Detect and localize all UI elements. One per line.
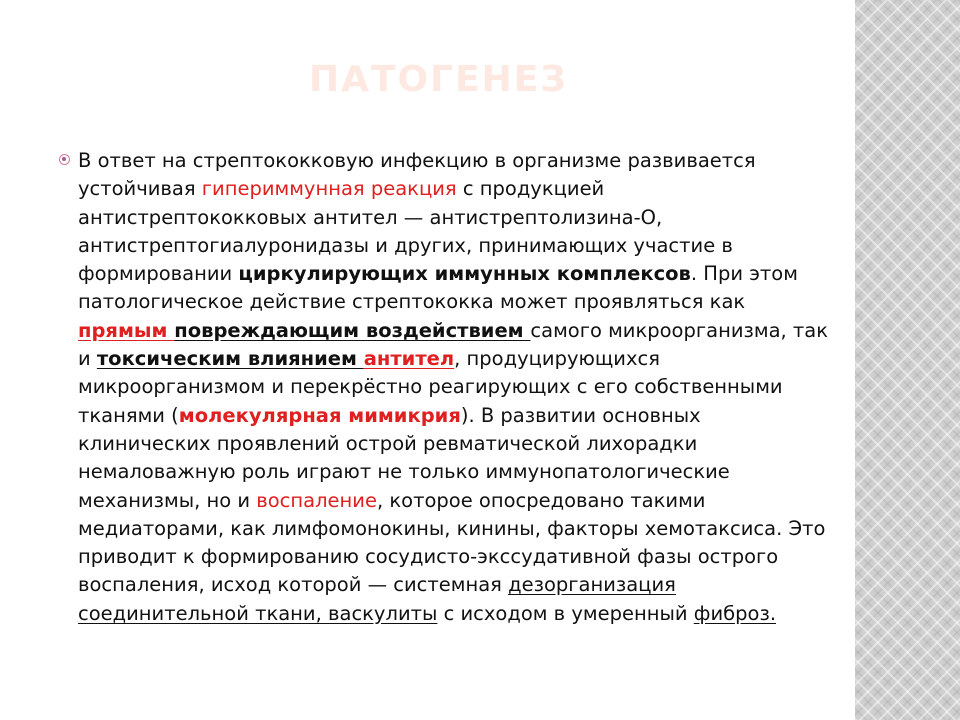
highlight-immune-complexes: циркулирующих иммунных комплексов: [238, 262, 691, 286]
decorative-side-pattern: [855, 0, 960, 720]
text-segment: , продуцирующихся микроорганизмом и перекрёстно реагирующих с его собственными тканями (: [78, 347, 783, 427]
body-paragraph: [78, 147, 830, 628]
highlight-antibodies: антител: [363, 347, 455, 371]
highlight-inflammation: воспаление: [256, 488, 377, 512]
circle-bullet-icon: [59, 154, 70, 165]
text-segment: с исходом в умеренный: [437, 601, 694, 625]
highlight-direct: прямым: [78, 318, 175, 342]
text-segment: с продукцией антистрептококковых антител — антистрептолизина-О, антистрептогиалуронидазы и других, принимающих участие в формировании: [78, 177, 733, 286]
text-segment: самого микроорганизма, так и: [78, 318, 829, 371]
highlight-hyperimmune-reaction: гипериммунная реакция: [201, 177, 457, 201]
text-segment: . При этом патологическое действие стрептококка может проявляться как: [78, 262, 798, 314]
text-segment: , которое опосредовано такими медиаторами, как лимфомонокины, кинины, факторы хемотаксиса. Это приводит к формированию сосудисто-экссудативной фазы острого воспаления, исход которой — системная: [78, 488, 826, 597]
slide-title: ПАТОГЕНЕЗ: [309, 59, 568, 100]
highlight-molecular-mimicry: молекулярная мимикрия: [178, 403, 461, 427]
highlight-fibrosis: фиброз.: [693, 601, 777, 625]
highlight-damaging-effect: повреждающим воздействием: [174, 318, 531, 342]
highlight-disorganization: дезорганизация соединительной ткани, васкулиты: [78, 573, 676, 625]
highlight-toxic-influence: токсическим влиянием: [96, 347, 364, 371]
text-segment: ). В развитии основных клинических проявлений острой ревматической лихорадки немаловажную роль играют не только иммунопатологические механизмы, но и: [78, 403, 730, 512]
text-segment: В ответ на стрептококковую инфекцию в организме развивается устойчивая: [78, 149, 756, 201]
